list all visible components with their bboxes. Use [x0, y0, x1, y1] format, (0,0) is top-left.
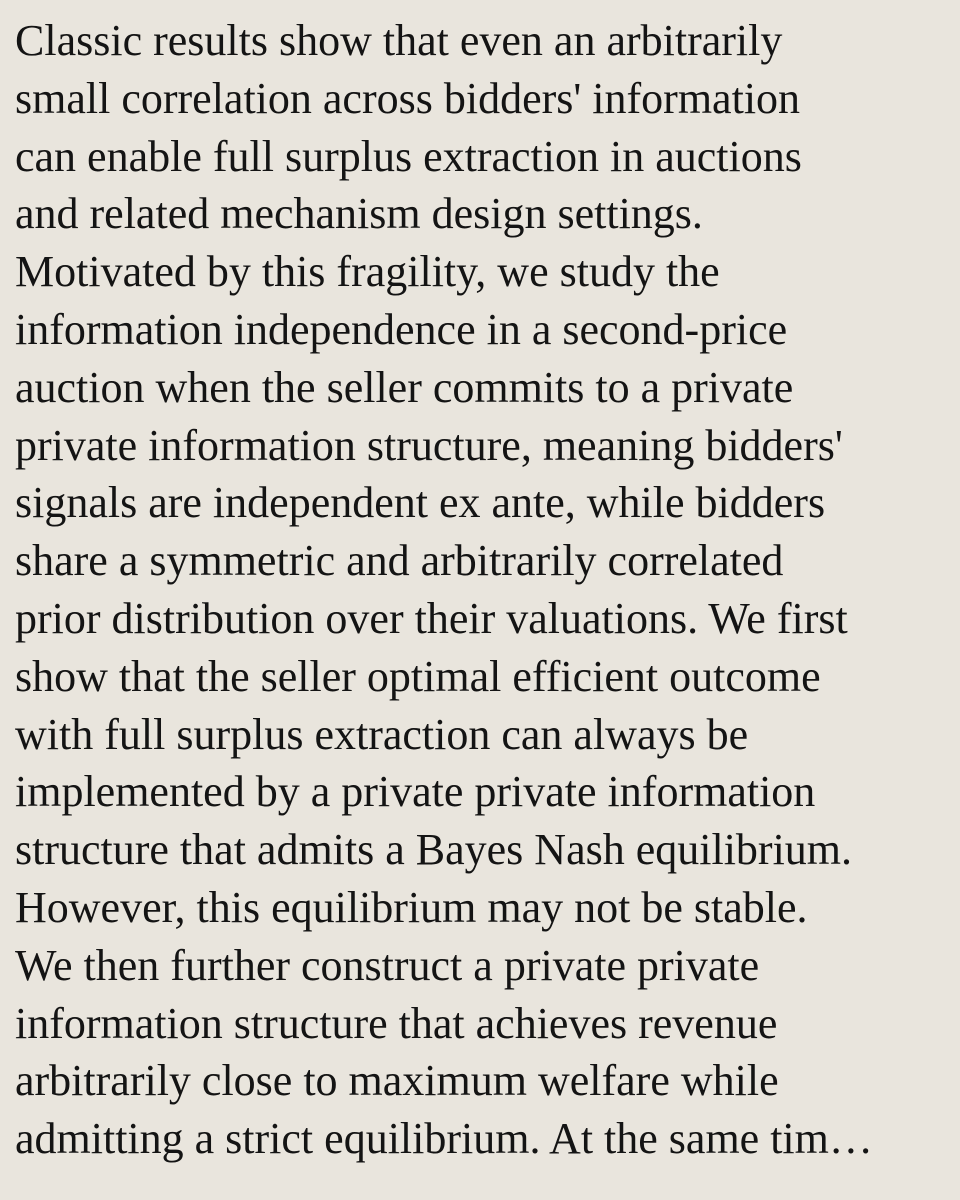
text-line: private information structure, meaning bidders' [15, 420, 843, 470]
text-line: with full surplus extraction can always be [15, 709, 749, 759]
text-line: admitting a strict equilibrium. At the same tim… [15, 1114, 873, 1164]
text-line: information structure that achieves revenue [15, 998, 778, 1048]
text-line: arbitrarily close to maximum welfare while [15, 1056, 779, 1106]
text-line: Classic results show that even an arbitrarily [15, 16, 783, 65]
text-line: small correlation across bidders' information [15, 73, 801, 123]
text-line: signals are independent ex ante, while bidders [15, 478, 826, 528]
text-line: We then further construct a private private [15, 940, 760, 990]
text-line: information independence in a second-price [15, 304, 788, 354]
text-line: show that the seller optimal efficient outcome [15, 651, 821, 701]
text-line: and related mechanism design settings. [15, 189, 703, 239]
text-line: However, this equilibrium may not be stable. [15, 882, 808, 932]
text-line: prior distribution over their valuations. We first [15, 593, 848, 643]
text-line: implemented by a private private information [15, 767, 816, 817]
text-line: Motivated by this fragility, we study the [15, 247, 720, 297]
text-line: auction when the seller commits to a private [15, 362, 794, 412]
abstract-text [15, 12, 960, 1168]
text-line: share a symmetric and arbitrarily correlated [15, 536, 784, 586]
text-line: structure that admits a Bayes Nash equilibrium. [15, 825, 853, 875]
text-line: can enable full surplus extraction in auctions [15, 131, 802, 181]
